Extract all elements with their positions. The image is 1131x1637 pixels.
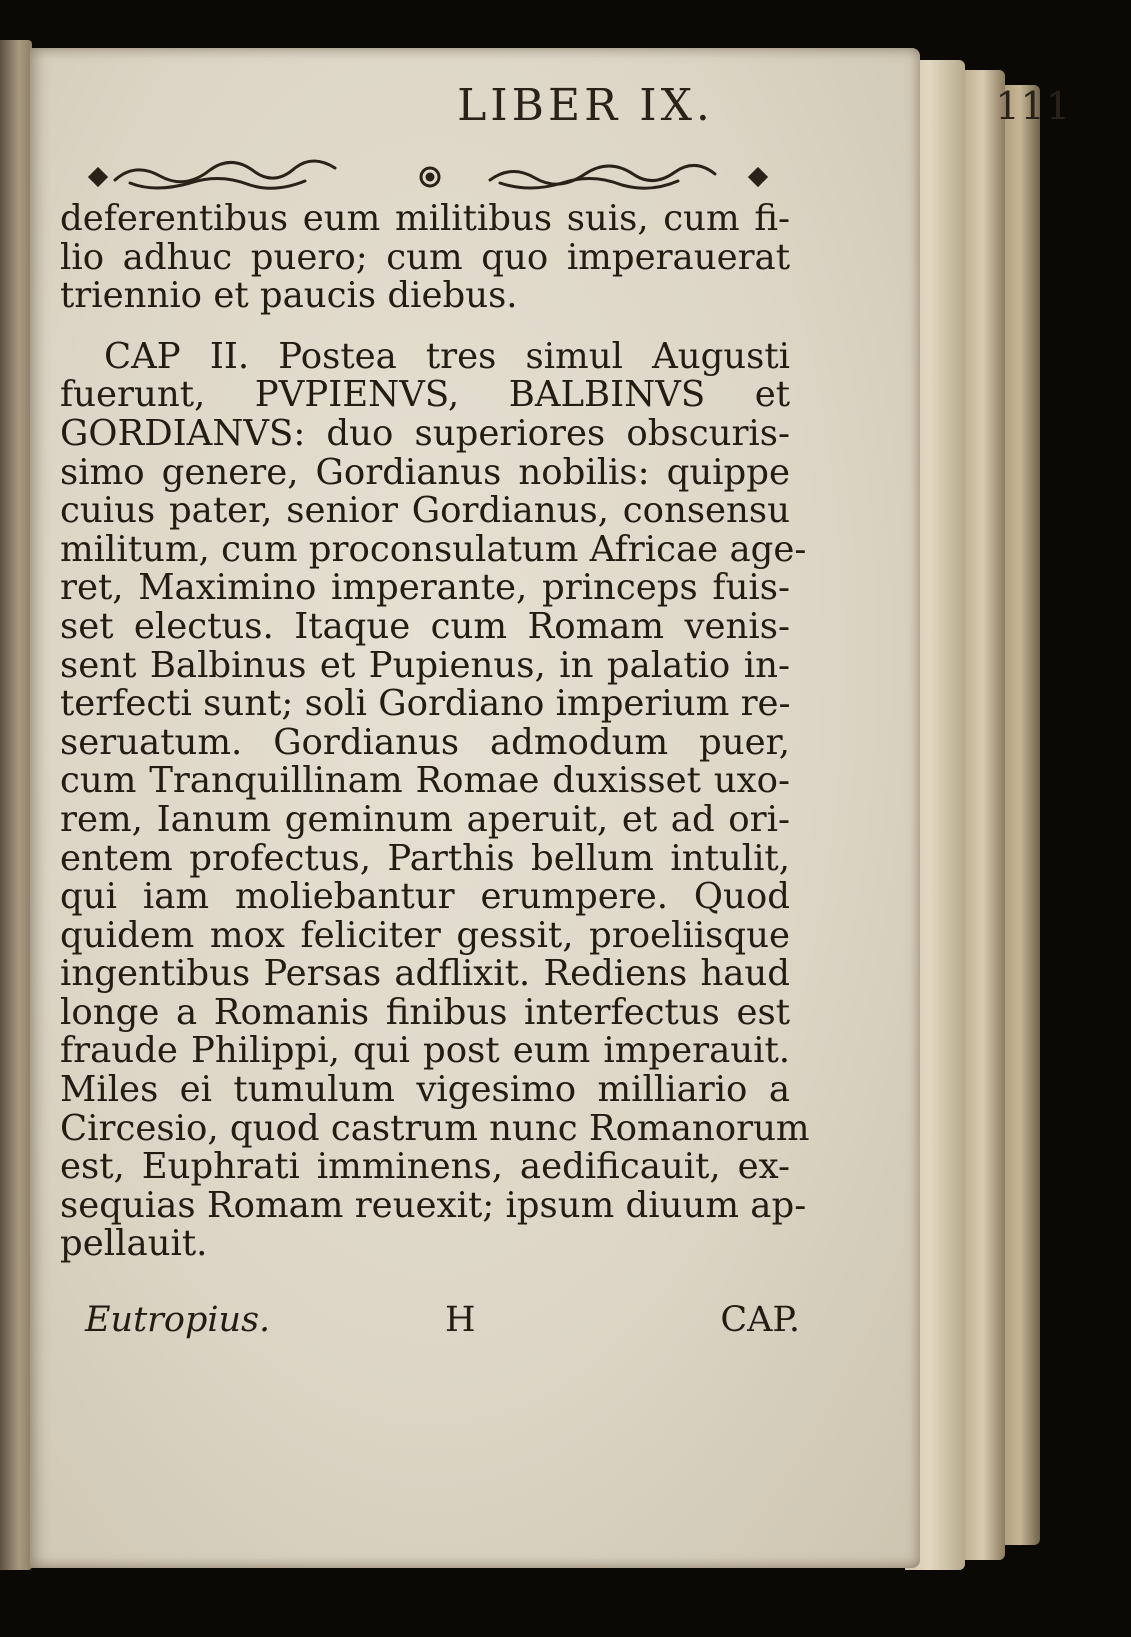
text-line: est, Euphrati imminens, aedificauit, ex- — [60, 1146, 790, 1188]
text-line: cum Tranquillinam Romae duxisset uxo- — [60, 760, 790, 802]
text-line: sequias Romam reuexit; ipsum diuum ap- — [60, 1184, 807, 1226]
work-title: Eutropius. — [85, 1300, 271, 1340]
text-line: fraude Philippi, qui post eum imperauit. — [60, 1030, 790, 1072]
text-line: triennio et paucis diebus. — [60, 275, 518, 317]
text-line: sent Balbinus et Pupienus, in palatio in- — [60, 644, 790, 686]
text-line: qui iam moliebantur erumpere. Quod — [60, 876, 790, 918]
text-line: seruatum. Gordianus admodum puer, — [60, 721, 790, 763]
page-number: 111 — [995, 84, 1071, 128]
text-line: terfecti sunt; soli Gordiano imperium re- — [60, 683, 791, 725]
text-line: quidem mox feliciter gessit, proeliisque — [60, 914, 790, 956]
page-header — [60, 80, 1071, 140]
body-text — [60, 198, 810, 1265]
paragraph-chapter-2 — [60, 335, 810, 1265]
paragraph — [60, 200, 790, 316]
text-line: deferentibus eum militibus suis, cum fi- — [60, 198, 790, 239]
text-line: set electus. Itaque cum Romam venis- — [60, 605, 790, 647]
text-line: lio adhuc puero; cum quo imperauerat — [60, 236, 790, 278]
text-line: militum, cum proconsulatum Africae age- — [60, 528, 807, 570]
page-edge-stack — [960, 70, 1005, 1560]
text-line: entem profectus, Parthis bellum intulit, — [60, 837, 790, 879]
facing-page-edge — [0, 40, 32, 1570]
signature-mark: H — [445, 1300, 476, 1340]
text-line: CAP II. Postea tres simul Augusti — [104, 335, 790, 377]
text-line: simo genere, Gordianus nobilis: quippe — [60, 451, 790, 493]
text-line: fuerunt, PVPIENVS, BALBINVS et — [60, 374, 790, 416]
text-line: pellauit. — [60, 1223, 208, 1265]
text-line: Miles ei tumulum vigesimo milliario a — [60, 1069, 790, 1111]
page-edge-stack — [1000, 85, 1040, 1545]
running-title: LIBER IX. — [457, 80, 714, 131]
text-line: longe a Romanis finibus interfectus est — [60, 991, 790, 1033]
text-line: Circesio, quod castrum nunc Romanorum — [60, 1107, 810, 1149]
text-line: rem, Ianum geminum aperuit, et ad ori- — [60, 798, 790, 840]
text-line: cuius pater, senior Gordianus, consensu — [60, 490, 790, 532]
text-line: ret, Maximino imperante, princeps fuis- — [60, 567, 790, 609]
text-line: GORDIANVS: duo superiores obscuris- — [60, 412, 790, 454]
text-line: ingentibus Persas adflixit. Rediens haud — [60, 953, 790, 995]
page-footer — [85, 1300, 800, 1350]
catchword: CAP. — [720, 1300, 800, 1340]
